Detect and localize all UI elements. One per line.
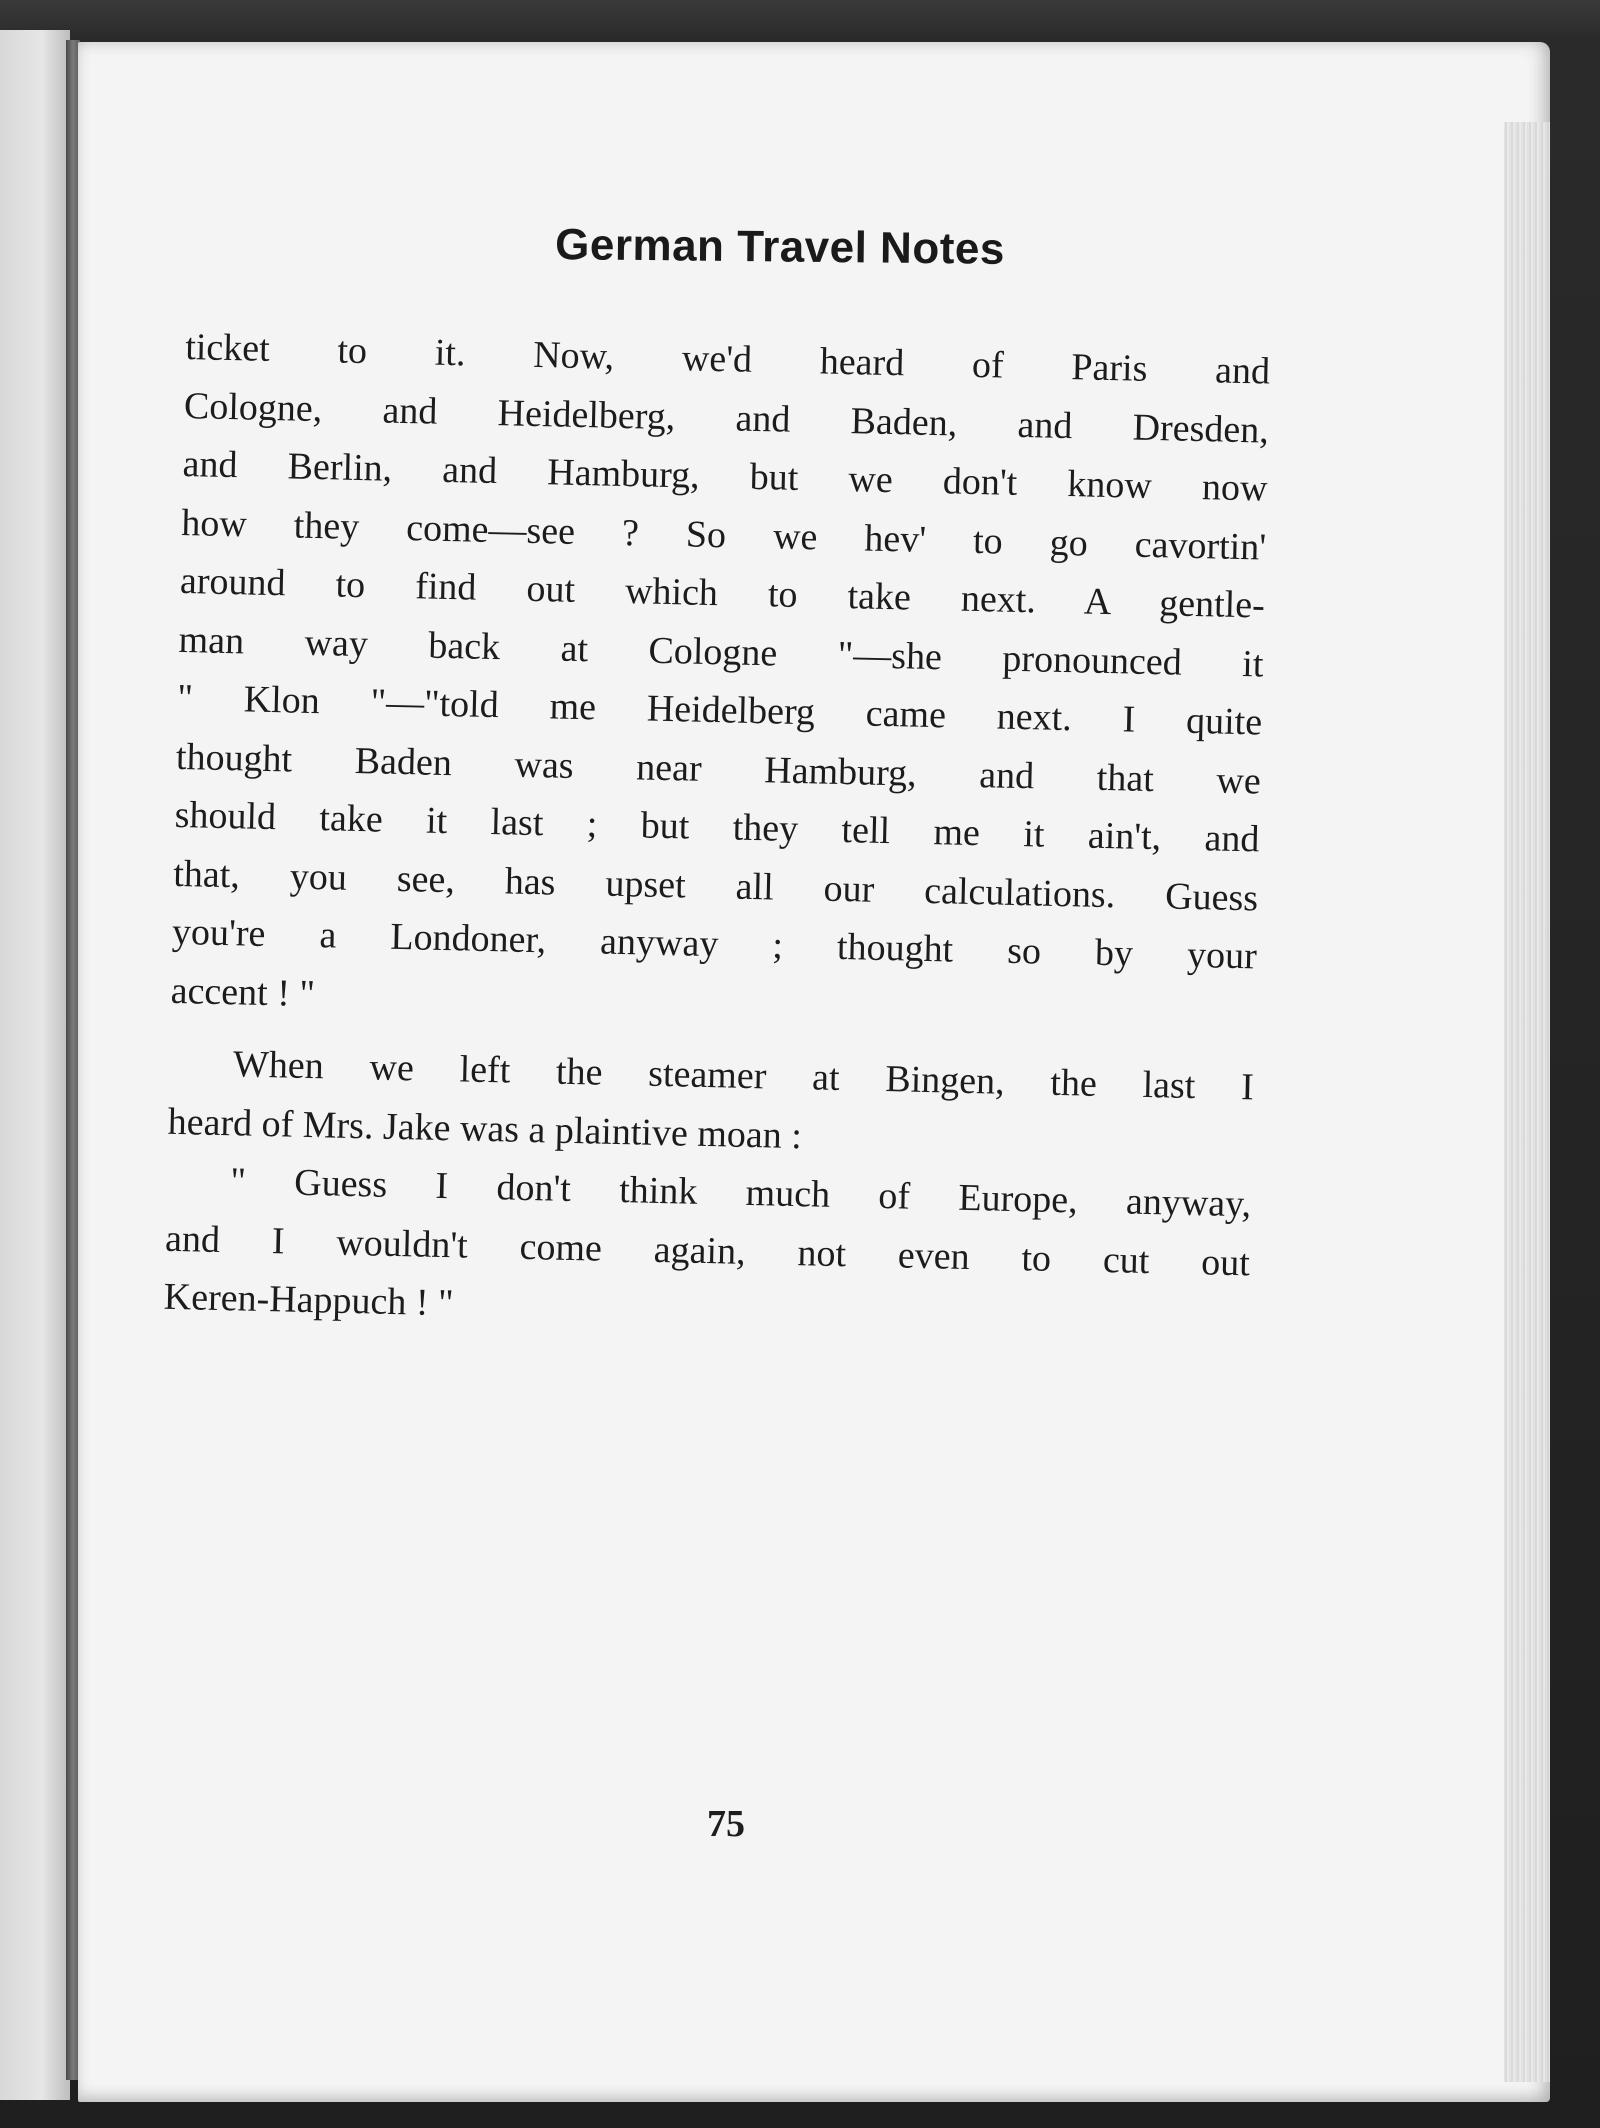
text-line: that, you see, has upset all our calculations. Guess bbox=[172, 852, 1259, 919]
text-line: " Klon "—"told me Heidelberg came next. I quite bbox=[176, 676, 1263, 744]
text-line: how they come—see ? So we hev' to go cavortin' bbox=[180, 501, 1267, 569]
text-line: Cologne, and Heidelberg, and Baden, and Dresden, bbox=[183, 384, 1270, 452]
text-line: When we left the steamer at Bingen, the last I bbox=[232, 1043, 1255, 1109]
text-line: thought Baden was near Hamburg, and that we bbox=[175, 735, 1262, 802]
text-line: man way back at Cologne "—she pronounced it bbox=[178, 618, 1264, 686]
text-line: around to find out which to take next. A gentle- bbox=[179, 559, 1266, 627]
page-number: 75 bbox=[707, 1803, 745, 1845]
text-line: Keren-Happuch ! " bbox=[163, 1275, 455, 1325]
text-line: and I wouldn't come again, not even to cut out bbox=[164, 1217, 1251, 1284]
text-line: ticket to it. Now, we'd heard of Paris and bbox=[184, 325, 1271, 393]
text-line: and Berlin, and Hamburg, but we don't know now bbox=[182, 442, 1268, 510]
page-fore-edge bbox=[1504, 122, 1550, 2082]
body-text bbox=[163, 318, 1271, 1351]
paragraph-3 bbox=[163, 1151, 1252, 1351]
text-line: you're a Londoner, anyway ; thought so by your bbox=[171, 910, 1258, 978]
paragraph-1 bbox=[170, 318, 1271, 1044]
running-head: German Travel Notes bbox=[554, 220, 1006, 274]
text-line: accent ! " bbox=[170, 969, 316, 1015]
text-line: heard of Mrs. Jake was a plaintive moan : bbox=[167, 1100, 803, 1157]
facing-page-edge bbox=[0, 30, 70, 2100]
text-line: " Guess I don't think much of Europe, anyway, bbox=[229, 1160, 1252, 1226]
text-line: should take it last ; but they tell me it ain't, and bbox=[174, 793, 1260, 861]
